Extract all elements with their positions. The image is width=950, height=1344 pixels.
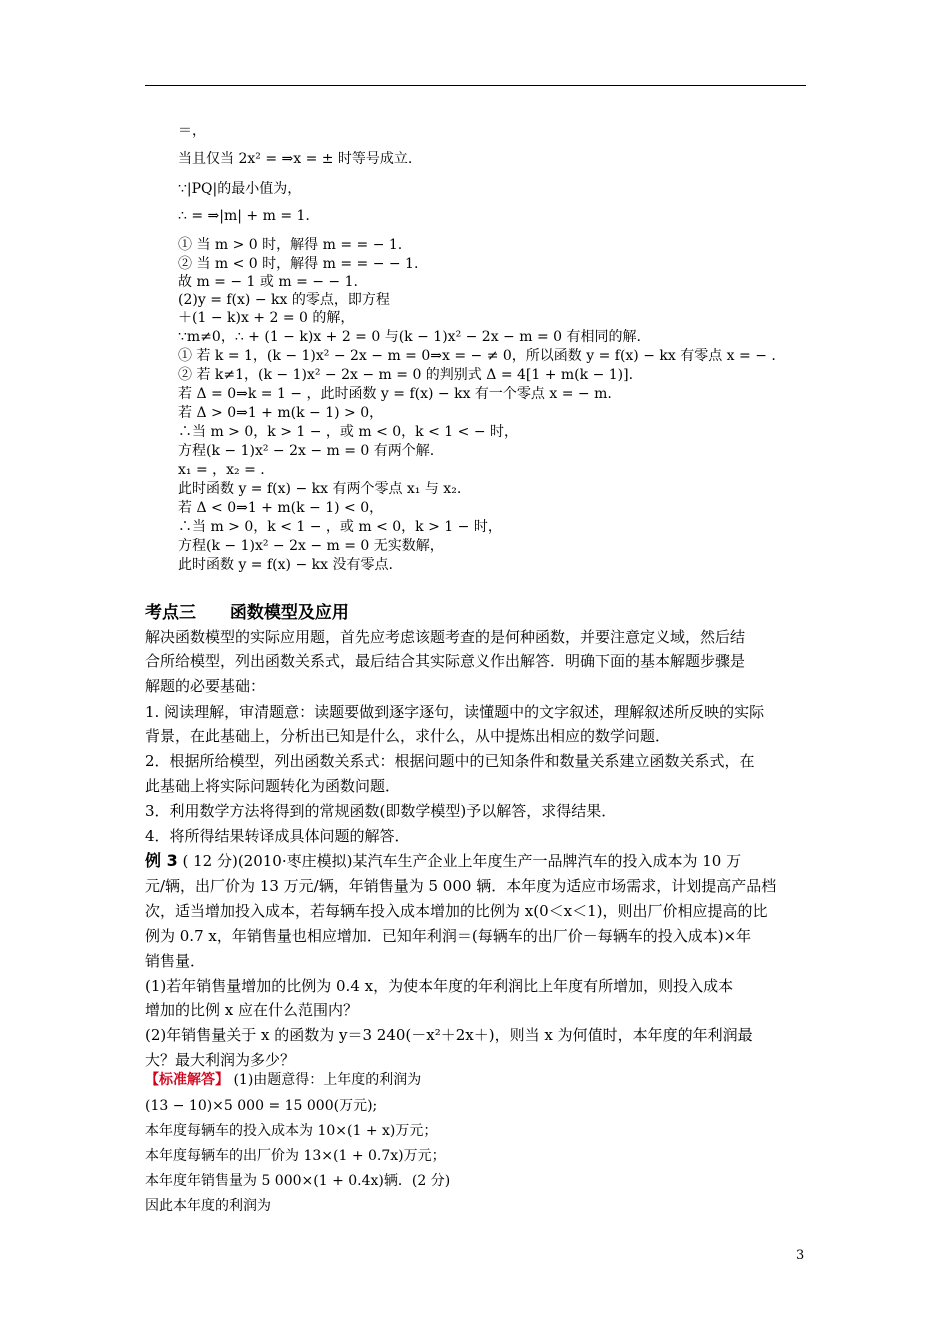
example-line: 元/辆，出厂价为 13 万元/辆，年销售量为 5 000 辆．本年度为适应市场需求，计划提高产品档 — [145, 877, 777, 895]
body-line: 合所给模型，列出函数关系式，最后结合其实际意义作出解答．明确下面的基本解题步骤是 — [145, 652, 746, 670]
example-text: ( 12 分)(2010·枣庄模拟)某汽车生产企业上年度生产一品牌汽车的投入成本为 10 万 — [177, 852, 742, 870]
example-line: (1)若年销售量增加的比例为 0.4 x，为使本年度的年利润比上年度有所增加，则投入成本 — [145, 977, 734, 995]
section-heading — [145, 598, 349, 623]
solution-line: ∴当 m > 0，k < 1 − ，或 m < 0，k > 1 − 时， — [178, 519, 502, 535]
answer-line: 本年度年销售量为 5 000×(1 + 0.4x)辆．(2 分) — [145, 1173, 451, 1189]
solution-line: 故 m = − 1 或 m = − − 1. — [178, 274, 358, 290]
answer-line: 本年度每辆车的投入成本为 10×(1 + x)万元； — [145, 1123, 438, 1139]
solution-line: ∵|PQ|的最小值为， — [178, 181, 302, 197]
answer-text: (1)由题意得：上年度的利润为 — [229, 1072, 422, 1088]
section-title: 函数模型及应用 — [229, 603, 349, 623]
body-line: 解题的必要基础： — [145, 677, 266, 695]
answer-line: (13 − 10)×5 000 = 15 000(万元); — [145, 1098, 378, 1114]
example-label: 例 3 — [145, 851, 178, 870]
solution-line: ∴ = ⇒|m| + m = 1. — [178, 208, 310, 224]
solution-line: x₁ = ，x₂ = . — [178, 462, 265, 478]
body-line: 解决函数模型的实际应用题，首先应考虑该题考查的是何种函数，并要注意定义域，然后结 — [145, 628, 746, 646]
solution-line: 若 Δ < 0⇒1 + m(k − 1) < 0， — [178, 500, 384, 516]
solution-line: 当且仅当 2x² = ⇒x = ± 时等号成立. — [178, 151, 413, 167]
example-line: 销售量． — [145, 952, 206, 970]
example-line: 增加的比例 x 应在什么范围内？ — [145, 1001, 358, 1019]
body-line: 2．根据所给模型，列出函数关系式：根据问题中的已知条件和数量关系建立函数关系式，在 — [145, 752, 755, 770]
solution-line: (2)y = f(x) − kx 的零点，即方程 — [178, 292, 390, 308]
example-line: 次，适当增加投入成本，若每辆车投入成本增加的比例为 x(0＜x＜1)，则出厂价相应提高的比 — [145, 902, 768, 920]
body-line: 3．利用数学方法将得到的常规函数(即数学模型)予以解答，求得结果． — [145, 802, 617, 820]
body-line: 背景，在此基础上，分析出已知是什么，求什么，从中提炼出相应的数学问题． — [145, 727, 671, 745]
example-line: (2)年销售量关于 x 的函数为 y＝3 240(－x²＋2x＋)，则当 x 为何值时，本年度的年利润最 — [145, 1026, 753, 1044]
solution-line: 若 Δ > 0⇒1 + m(k − 1) > 0， — [178, 405, 384, 421]
answer-first-line — [145, 1071, 421, 1089]
solution-line: ① 若 k = 1，(k − 1)x² − 2x − m = 0⇒x = − ≠ 0，所以函数 y = f(x) − kx 有零点 x = − . — [178, 348, 776, 364]
header-rule — [145, 85, 806, 86]
solution-line: 此时函数 y = f(x) − kx 有两个零点 x₁ 与 x₂. — [178, 481, 462, 497]
solution-line: ＝， — [178, 123, 206, 139]
solution-line: ∵m≠0，∴ + (1 − k)x + 2 = 0 与(k − 1)x² − 2x − m = 0 有相同的解. — [178, 329, 641, 345]
answer-label: 【标准解答】 — [145, 1072, 229, 1088]
solution-line: ∴当 m > 0，k > 1 − ，或 m < 0，k < 1 < − 时， — [178, 424, 519, 440]
solution-line: 方程(k − 1)x² − 2x − m = 0 无实数解， — [178, 538, 444, 554]
body-line: 1. 阅读理解，审清题意：读题要做到逐字逐句，读懂题中的文字叙述，理解叙述所反映的实际 — [145, 703, 765, 721]
solution-line: ② 若 k≠1，(k − 1)x² − 2x − m = 0 的判别式 Δ = 4[1 + m(k − 1)]. — [178, 367, 634, 383]
body-line: 4．将所得结果转译成具体问题的解答． — [145, 827, 410, 845]
example-line: 大？最大利润为多少？ — [145, 1051, 296, 1069]
solution-line: ① 当 m > 0 时，解得 m = = − 1. — [178, 237, 403, 253]
page-number: 3 — [796, 1248, 805, 1263]
example-line — [145, 852, 741, 870]
solution-line: ＋(1 − k)x + 2 = 0 的解， — [178, 310, 355, 326]
answer-line: 本年度每辆车的出厂价为 13×(1 + 0.7x)万元； — [145, 1148, 446, 1164]
solution-line: ② 当 m < 0 时，解得 m = = − − 1. — [178, 256, 419, 272]
solution-line: 方程(k − 1)x² − 2x − m = 0 有两个解. — [178, 443, 435, 459]
solution-line: 若 Δ = 0⇒k = 1 − ，此时函数 y = f(x) − kx 有一个零点 x = − m. — [178, 386, 612, 402]
solution-line: 此时函数 y = f(x) − kx 没有零点. — [178, 557, 393, 573]
answer-line: 因此本年度的利润为 — [145, 1198, 271, 1214]
example-line: 例为 0.7 x，年销售量也相应增加．已知年利润＝(每辆车的出厂价－每辆车的投入成本)×年 — [145, 927, 752, 945]
section-number: 考点三 — [145, 603, 196, 623]
body-line: 此基础上将实际问题转化为函数问题． — [145, 777, 401, 795]
